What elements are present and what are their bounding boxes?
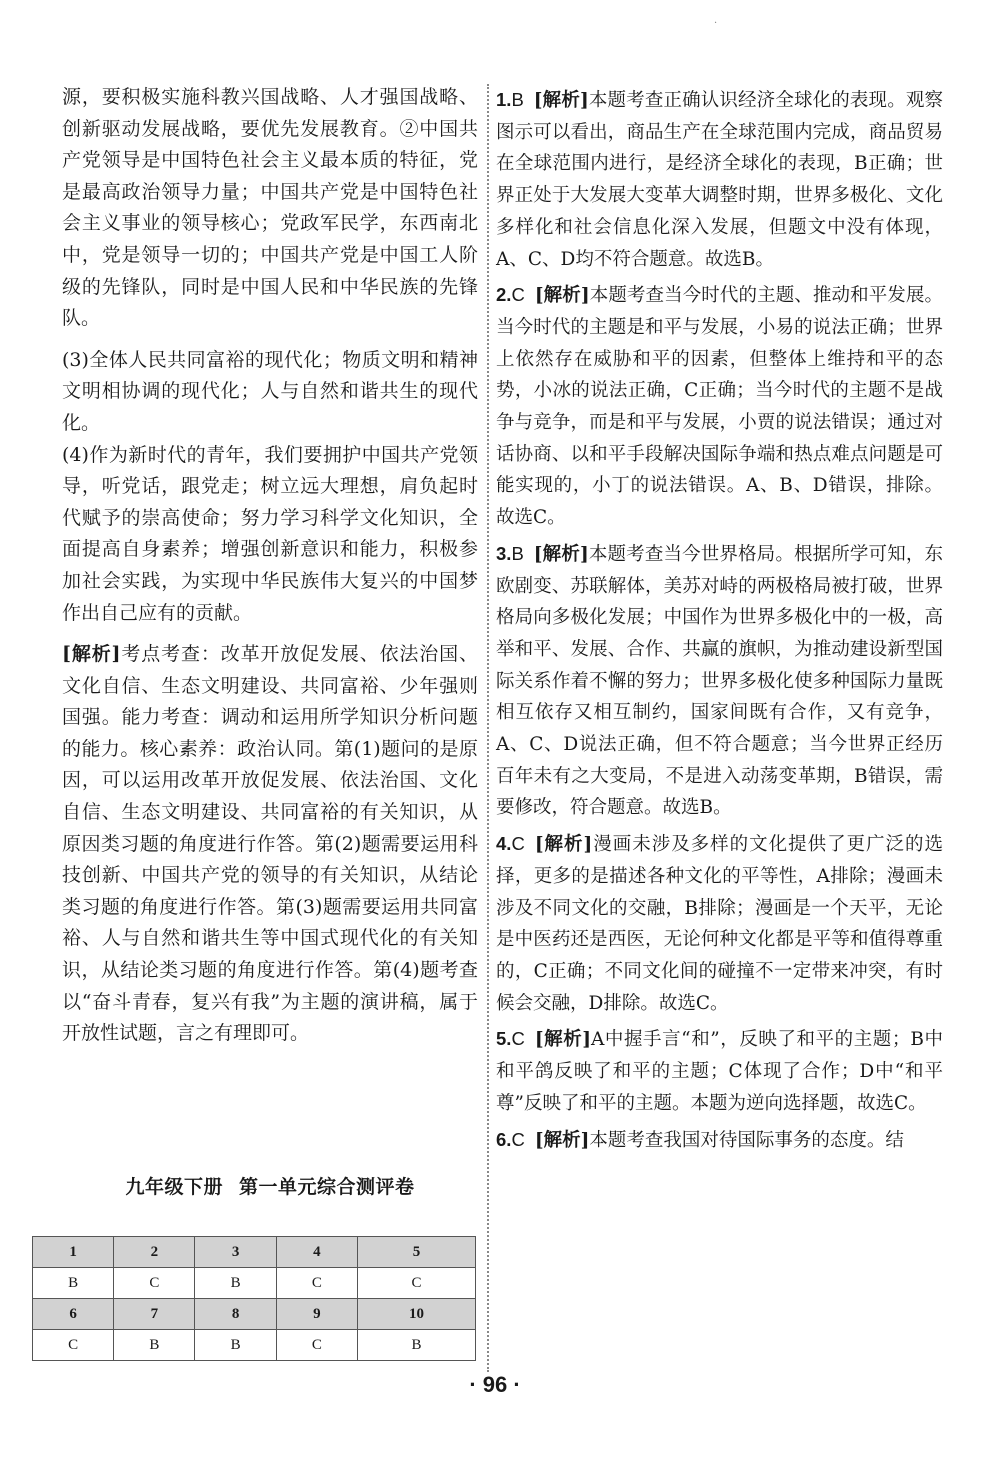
table-row	[33, 1268, 476, 1299]
question-number-cell: 5	[357, 1237, 475, 1268]
explanation-text: 本题考查我国对待国际事务的态度。结	[589, 1129, 904, 1151]
explanation-text: 本题考查正确认识经济全球化的表现。观察图示可以看出，商品生产在全球范围内完成，商品贸易在全球范围内进行，是经济全球化的表现，B正确；世界正处于大发展大变革大调整时期，世界多极化、文化多样化和社会信息化深入发展，但题文中没有体现，A、C、D均不符合题意。故选B。	[496, 90, 943, 270]
answer-cell: C	[33, 1330, 114, 1361]
answer-item-6	[496, 1124, 943, 1157]
question-number-cell: 3	[195, 1237, 276, 1268]
analysis-tag: [解析]	[534, 1029, 592, 1051]
question-number: 5.	[496, 1028, 512, 1050]
answer-cell: B	[33, 1268, 114, 1299]
answer-letter: C	[511, 1128, 525, 1150]
right-column	[496, 84, 943, 1160]
answer-cell: C	[357, 1268, 475, 1299]
analysis-tag: [解析]	[534, 285, 590, 307]
analysis-tag: [解析]	[534, 1129, 590, 1151]
question-number: 1.	[496, 89, 512, 110]
explanation-text: 本题考查当今时代的主题、推动和平发展。当今时代的主题是和平与发展，小易的说法正确；世界上依然存在威胁和平的因素，但整体上维持和平的态势，小冰的说法正确，C正确；当今时代的主题不是战争与竞争，而是和平与发展，小贾的说法错误；通过对话协商、以和平手段解决国际争端和热点难点问题是可能实现的，小丁的说法错误。A、B、D错误，排除。故选C。	[496, 285, 943, 529]
analysis-tag: [解析]	[533, 90, 589, 111]
answer-item-5	[496, 1023, 943, 1119]
explanation-text: 本题考查当今世界格局。根据所学可知，东欧剧变、苏联解体，美苏对峙的两极格局被打破，世界格局向多极化发展；中国作为世界多极化中的一极，高举和平、发展、合作、共赢的旗帜，为推动建设新型国际关系作着不懈的努力；世界多极化使多种国际力量既相互依存又相互制约，国家间既有合作，又有竞争，A、C、D说法正确，但不符合题意；当今世界正经历百年未有之大变局，不是进入动荡变革期，B错误，需要修改，符合题意。故选B。	[496, 543, 943, 819]
question-number-cell: 1	[33, 1237, 114, 1268]
table-row	[33, 1330, 476, 1361]
answer-letter: B	[511, 89, 524, 110]
left-paragraph-1: 源，要积极实施科教兴国战略、人才强国战略、创新驱动发展战略，要优先发展教育。②中国共产党领导是中国特色社会主义最本质的特征，党是最高政治领导力量；中国共产党是中国特色社会主义事业的领导核心；党政军民学，东西南北中，党是领导一切的；中国共产党是中国工人阶级的先锋队，同时是中国人民和中华民族的先锋队。	[62, 86, 478, 330]
answer-letter: B	[511, 542, 524, 564]
left-analysis	[62, 639, 478, 1050]
answer-cell: B	[114, 1330, 195, 1361]
question-number-cell: 6	[33, 1299, 114, 1330]
answer-letter: C	[511, 1028, 525, 1050]
answer-item-4	[496, 828, 943, 1019]
table-row	[33, 1237, 476, 1268]
answer-item-3	[496, 538, 943, 824]
answer-cell: C	[276, 1268, 357, 1299]
question-number: 2.	[496, 284, 512, 306]
answer-item-1	[496, 84, 943, 275]
answer-table	[32, 1236, 476, 1361]
answer-cell: C	[114, 1268, 195, 1299]
question-number-cell: 8	[195, 1299, 276, 1330]
explanation-text: 漫画未涉及多样的文化提供了更广泛的选择，更多的是描述各种文化的平等性，A排除；漫画未涉及不同文化的交融，B排除；漫画是一个天平，无论是中医药还是西医，无论何种文化都是平等和值得尊重的，C正确；不同文化间的碰撞不一定带来冲突，有时候会交融，D排除。故选C。	[496, 834, 943, 1014]
left-paragraph-3: (4)作为新时代的青年，我们要拥护中国共产党领导，听党话，跟党走；树立远大理想，肩负起时代赋予的崇高使命；努力学习科学文化知识，全面提高自身素养；增强创新意识和能力，积极参加社会实践，为实现中华民族伟大复兴的中国梦作出自己应有的贡献。	[62, 443, 478, 624]
question-number-cell: 9	[276, 1299, 357, 1330]
question-number: 4.	[496, 833, 512, 855]
question-number-cell: 7	[114, 1299, 195, 1330]
question-number: 6.	[496, 1128, 512, 1150]
answer-cell: B	[195, 1268, 276, 1299]
answer-letter: C	[511, 833, 525, 855]
question-number-cell: 4	[276, 1237, 357, 1268]
section-title-grade: 九年级下册	[125, 1176, 223, 1198]
answer-cell: C	[276, 1330, 357, 1361]
question-number: 3.	[496, 542, 512, 564]
answer-cell: B	[195, 1330, 276, 1361]
answer-cell: B	[357, 1330, 475, 1361]
left-paragraph-2: (3)全体人民共同富裕的现代化；物质文明和精神文明相协调的现代化；人与自然和谐共生的现代化。	[62, 348, 478, 434]
table-row	[33, 1299, 476, 1330]
analysis-tag: [解析]	[62, 643, 121, 666]
explanation-text: A中握手言“和”，反映了和平的主题；B中和平鸽反映了和平的主题；C体现了合作；D中“和平尊”反映了和平的主题。本题为逆向选择题，故选C。	[496, 1029, 943, 1114]
answer-item-2	[496, 279, 943, 534]
left-column	[62, 82, 478, 1050]
analysis-tag: [解析]	[533, 543, 589, 565]
question-number-cell: 2	[114, 1237, 195, 1268]
section-title-unit: 第一单元综合测评卷	[239, 1176, 415, 1198]
corner-mark: ·	[714, 18, 718, 29]
page-number: · 96 ·	[469, 1372, 521, 1397]
column-divider	[487, 84, 489, 1372]
analysis-tag: [解析]	[534, 834, 593, 856]
analysis-text: 考点考查：改革开放促发展、依法治国、文化自信、生态文明建设、共同富裕、少年强则国强。能力考查：调动和运用所学知识分析问题的能力。核心素养：政治认同。第(1)题问的是原因，可以运用改革开放促发展、依法治国、文化自信、生态文明建设、共同富裕的有关知识，从原因类习题的角度进行作答。第(2)题需要运用科技创新、中国共产党的领导的有关知识，从结论类习题的角度进行作答。第(3)题需要运用共同富裕、人与自然和谐共生等中国式现代化的有关知识，从结论类习题的角度进行作答。第(4)题考查以“奋斗青春，复兴有我”为主题的演讲稿，属于开放性试题，言之有理即可。	[62, 643, 478, 1045]
section-title	[62, 1172, 478, 1199]
question-number-cell: 10	[357, 1299, 475, 1330]
answer-letter: C	[511, 284, 525, 306]
